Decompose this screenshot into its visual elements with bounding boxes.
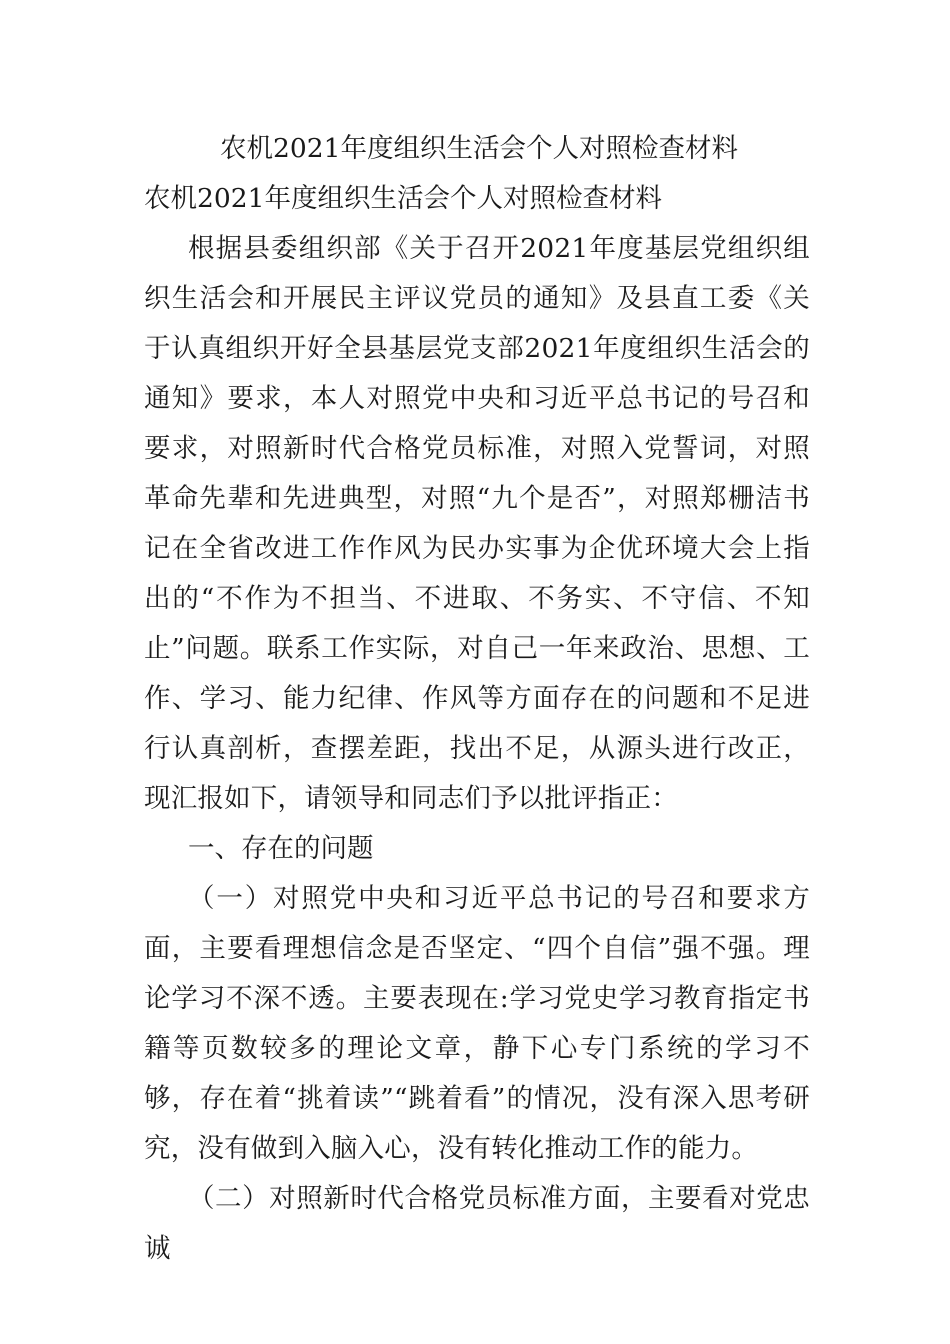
section-heading: 一、存在的问题 (188, 833, 374, 864)
item-one-paragraph: （一）对照党中央和习近平总书记的号召和要求方面，主要看理想信念是否坚定、“四个自信”强不强。理论学习不深不透。主要表现在:学习党史学习教育指定书籍等页数较多的理论文章，静下心专门系统的学习不够，存在着“挑着读”“跳着看”的情况，没有深入思考研究，没有做到入脑入心，没有转化推动工作的能力。 (144, 883, 810, 1164)
document-subtitle: 农机2021年度组织生活会个人对照检查材料 (144, 183, 662, 214)
document-body (144, 124, 810, 1274)
intro-paragraph: 根据县委组织部《关于召开2021年度基层党组织组织生活会和开展民主评议党员的通知》及县直工委《关于认真组织开好全县基层党支部2021年度组织生活会的通知》要求，本人对照党中央和习近平总书记的号召和要求，对照新时代合格党员标准，对照入党誓词，对照革命先辈和先进典型，对照“九个是否”，对照郑栅洁书记在全省改进工作作风为民办实事为企优环境大会上指出的“不作为不担当、不进取、不务实、不守信、不知止”问题。联系工作实际，对自己一年来政治、思想、工作、学习、能力纪律、作风等方面存在的问题和不足进行认真剖析，查摆差距，找出不足，从源头进行改正，现汇报如下，请领导和同志们予以批评指正： (144, 233, 810, 814)
document-title: 农机2021年度组织生活会个人对照检查材料 (220, 133, 738, 164)
item-two-paragraph: （二）对照新时代合格党员标准方面，主要看对党忠诚 (144, 1183, 810, 1264)
